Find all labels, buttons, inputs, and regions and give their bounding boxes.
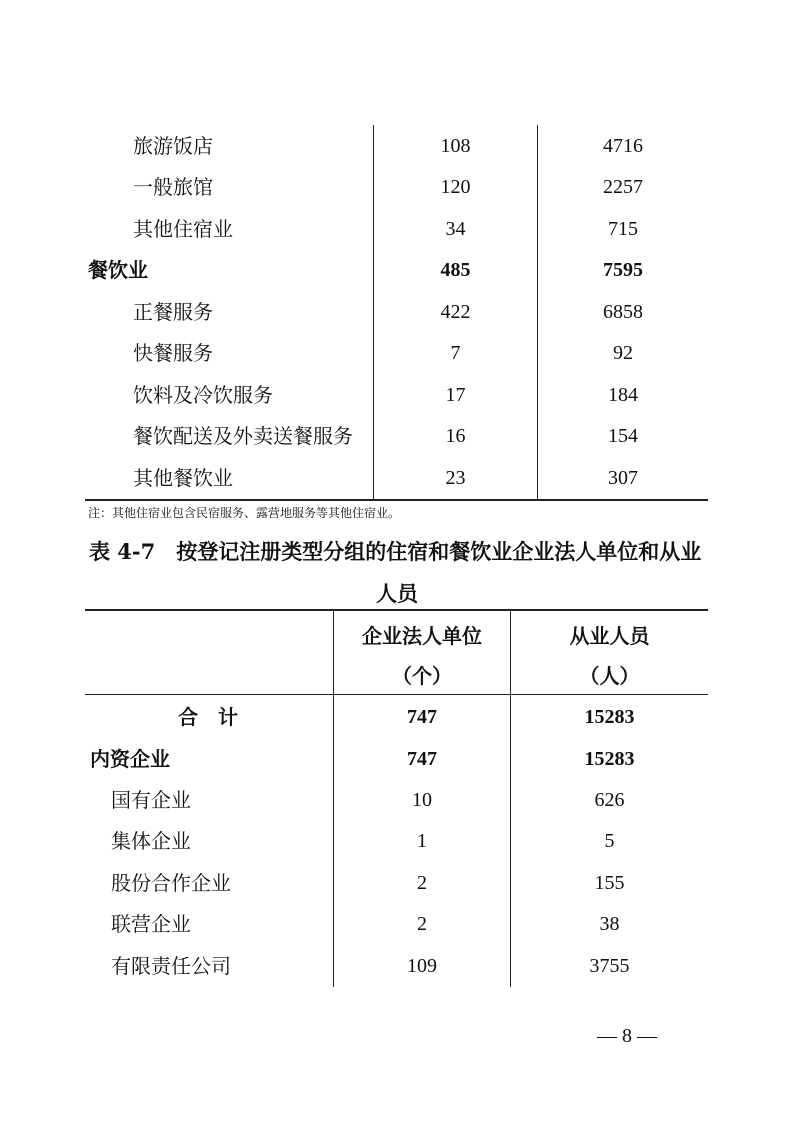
table-note: 注：其他住宿业包含民宿服务、露营地服务等其他住宿业。 <box>88 506 401 520</box>
row-units: 109 <box>407 955 437 977</box>
row-label: 一般旅馆 <box>133 175 213 199</box>
row-persons: 92 <box>613 342 633 364</box>
row-label: 餐饮业 <box>88 258 148 282</box>
row-persons: 184 <box>608 384 638 406</box>
row-units: 120 <box>440 176 471 198</box>
table-row <box>0 209 793 249</box>
row-label: 快餐服务 <box>133 341 213 365</box>
row-persons: 155 <box>594 872 625 894</box>
table-row <box>0 126 793 166</box>
table-row <box>0 780 793 820</box>
table-row <box>0 375 793 415</box>
table-row <box>0 167 793 207</box>
table-row <box>0 250 793 290</box>
row-units: 747 <box>407 706 437 728</box>
row-persons: 6858 <box>603 301 643 323</box>
table-row <box>0 416 793 456</box>
row-persons: 7595 <box>603 259 643 281</box>
row-persons: 15283 <box>584 706 635 728</box>
row-units: 10 <box>412 789 432 811</box>
table-row <box>0 292 793 332</box>
table-title-continued: 人员 <box>376 581 418 606</box>
row-persons: 307 <box>608 467 638 489</box>
row-label: 股份合作企业 <box>111 871 231 895</box>
row-label: 内资企业 <box>90 747 170 771</box>
row-units: 2 <box>417 913 427 935</box>
row-units: 2 <box>417 872 427 894</box>
row-persons: 154 <box>608 425 638 447</box>
table-row <box>0 863 793 903</box>
table-row <box>0 697 793 737</box>
table-row <box>0 458 793 498</box>
table-2-top-rule <box>85 609 708 611</box>
page-number: — 8 — <box>597 1025 657 1047</box>
table-row <box>0 821 793 861</box>
table-row <box>0 739 793 779</box>
column-unit-persons: （人） <box>579 664 640 688</box>
row-persons: 626 <box>594 789 625 811</box>
table-title: 表 4-7 按登记注册类型分组的住宿和餐饮业企业法人单位和从业 <box>89 539 702 564</box>
row-persons: 3755 <box>589 955 630 977</box>
row-label: 其他餐饮业 <box>133 466 233 490</box>
row-persons: 15283 <box>584 748 635 770</box>
row-label: 有限责任公司 <box>111 954 231 978</box>
row-units: 17 <box>445 384 466 406</box>
row-label: 联营企业 <box>111 912 191 936</box>
row-units: 485 <box>440 259 471 281</box>
row-label: 国有企业 <box>111 788 191 812</box>
row-label: 集体企业 <box>111 829 191 853</box>
row-units: 16 <box>445 425 466 447</box>
row-units: 1 <box>417 830 427 852</box>
table-row <box>0 946 793 986</box>
row-persons: 4716 <box>603 135 643 157</box>
row-units: 7 <box>450 342 461 364</box>
row-units: 108 <box>440 135 471 157</box>
row-label: 其他住宿业 <box>133 217 233 241</box>
row-label: 正餐服务 <box>133 300 213 324</box>
table-row <box>0 904 793 944</box>
row-units: 422 <box>440 301 471 323</box>
table-1-bottom-rule <box>85 499 708 501</box>
row-units: 34 <box>445 218 466 240</box>
row-label-total: 合 计 <box>178 705 238 729</box>
row-units: 747 <box>407 748 437 770</box>
row-persons: 715 <box>608 218 638 240</box>
table-2-header-rule <box>85 694 708 695</box>
row-units: 23 <box>445 467 466 489</box>
column-unit-units: （个） <box>392 664 452 688</box>
column-header-persons: 从业人员 <box>569 624 650 648</box>
row-label: 餐饮配送及外卖送餐服务 <box>133 424 353 448</box>
row-persons: 38 <box>599 913 620 935</box>
row-persons: 5 <box>604 830 615 852</box>
column-header-units: 企业法人单位 <box>362 624 482 648</box>
row-label: 旅游饭店 <box>133 134 213 158</box>
table-row <box>0 333 793 373</box>
row-label: 饮料及冷饮服务 <box>133 383 273 407</box>
row-persons: 2257 <box>603 176 643 198</box>
